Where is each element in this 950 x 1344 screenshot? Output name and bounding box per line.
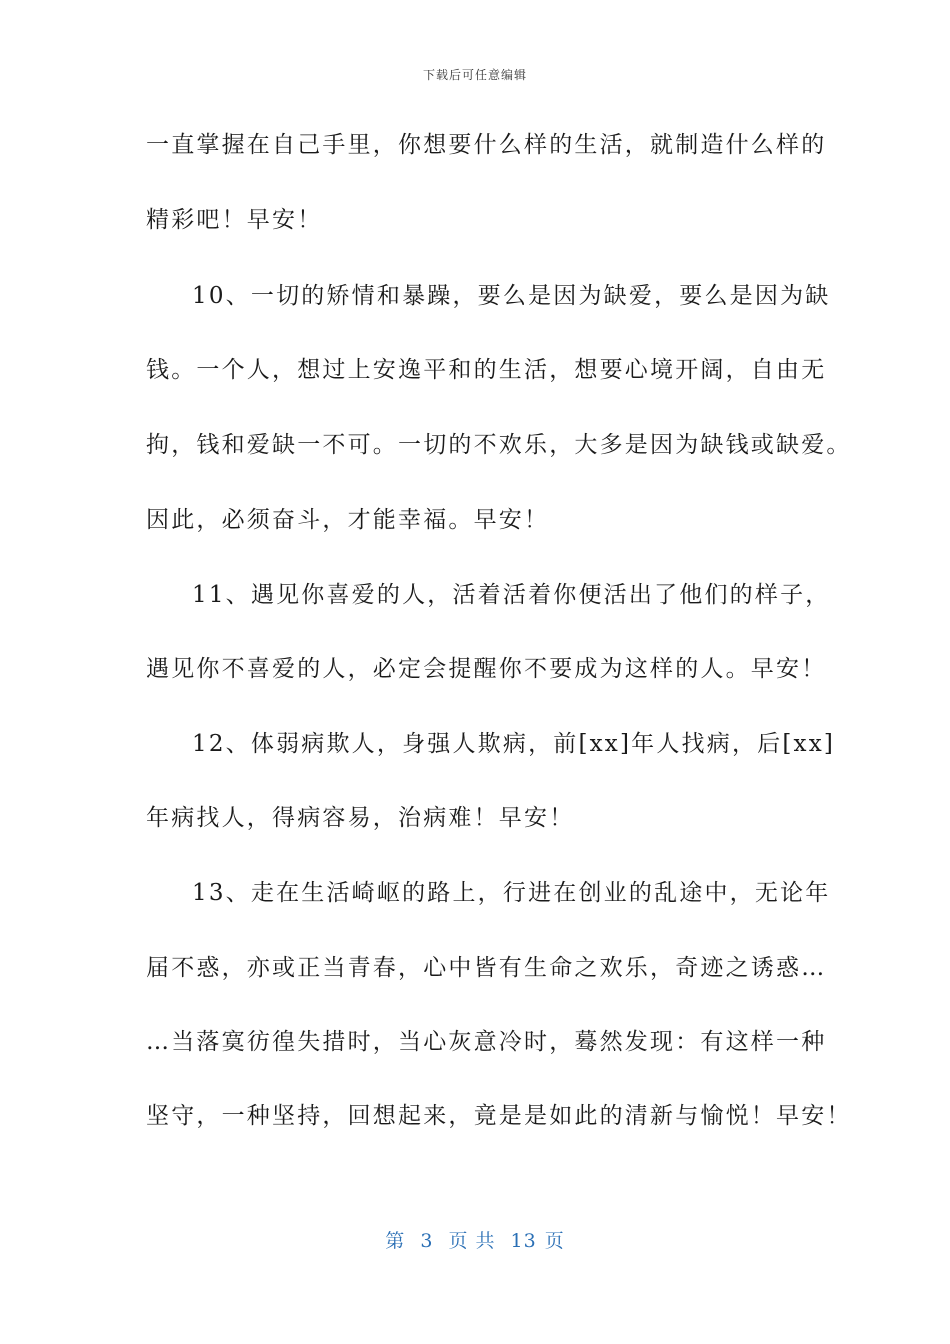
footer-prefix: 第 <box>385 1230 406 1252</box>
text-line: 10、一切的矫情和暴躁，要么是因为缺爱，要么是因为缺 <box>192 283 831 309</box>
text-line: 一直掌握在自己手里，你想要什么样的生活，就制造什么样的 <box>146 132 827 158</box>
current-page-number: 3 <box>420 1230 434 1252</box>
text-line: 届不惑，亦或正当青春，心中皆有生命之欢乐，奇迹之诱惑… <box>146 955 827 981</box>
text-line: …当落寞彷徨失措时，当心灰意冷时，蓦然发现：有这样一种 <box>146 1029 827 1055</box>
page-footer <box>0 1226 950 1253</box>
footer-middle: 页 共 <box>448 1230 496 1252</box>
text-line: 13、走在生活崎岖的路上，行进在创业的乱途中，无论年 <box>192 880 831 906</box>
text-line: 遇见你不喜爱的人，必定会提醒你不要成为这样的人。早安！ <box>146 656 827 682</box>
footer-suffix: 页 <box>544 1230 565 1252</box>
text-line: 12、体弱病欺人，身强人欺病，前[xx]年人找病，后[xx] <box>192 731 836 757</box>
text-line: 年病找人，得病容易，治病难！早安！ <box>146 805 575 831</box>
text-line: 11、遇见你喜爱的人，活着活着你便活出了他们的样子， <box>192 582 831 608</box>
text-line: 精彩吧！早安！ <box>146 207 323 233</box>
text-line: 拘，钱和爱缺一不可。一切的不欢乐，大多是因为缺钱或缺爱。 <box>146 432 852 458</box>
page-header: 下载后可任意编辑 <box>422 68 527 82</box>
text-line: 坚守，一种坚持，回想起来，竟是是如此的清新与愉悦！早安！ <box>146 1103 852 1129</box>
total-pages-number: 13 <box>510 1230 537 1252</box>
text-line: 钱。一个人，想过上安逸平和的生活，想要心境开阔，自由无 <box>146 357 827 383</box>
text-line: 因此，必须奋斗，才能幸福。早安！ <box>146 507 550 533</box>
